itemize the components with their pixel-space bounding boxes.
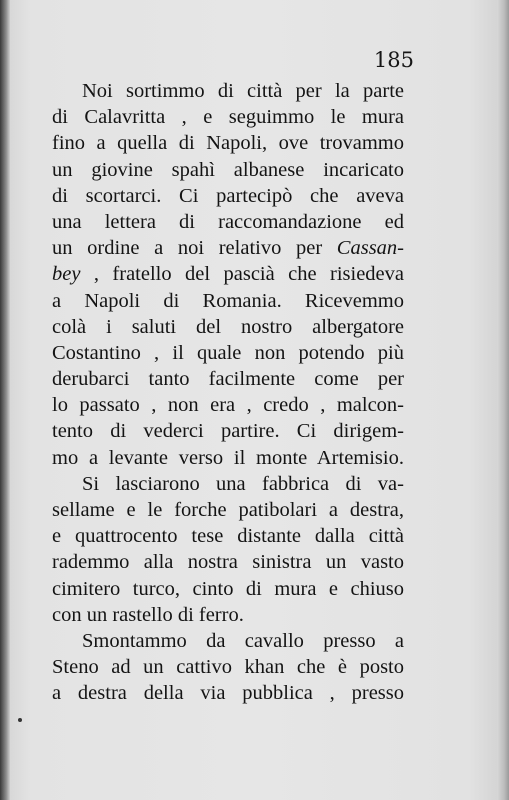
text-line: di Calavritta , e seguimmo le mura — [52, 106, 404, 129]
text-fragment: , fratello del pascià che risiedeva — [93, 263, 404, 286]
page-binding-shadow — [0, 0, 10, 800]
text-line: e quattrocento tese distante dalla città — [52, 525, 404, 548]
text-line-mixed — [52, 235, 404, 261]
text-line: rademmo alla nostra sinistra un vasto — [52, 551, 404, 574]
text-line: Smontammo da cavallo presso a — [82, 629, 404, 652]
text-line: Si lasciarono una fabbrica di va- — [82, 472, 404, 495]
italic-name: Cassan- — [336, 237, 405, 260]
text-line: derubarci tanto facilmente come per — [52, 368, 404, 391]
page-edge-shadow — [497, 0, 509, 800]
text-line: Noi sortimmo di città per la parte — [82, 80, 404, 102]
text-line: fino a quella di Napoli, ove trovammo — [52, 132, 404, 155]
text-line: Costantino , il quale non potendo più — [52, 341, 404, 364]
text-line: a Napoli di Romania. Ricevemmo — [52, 289, 404, 312]
italic-name: bey — [52, 263, 81, 286]
text-line: Steno ad un cattivo khan che è posto — [52, 656, 404, 679]
text-line: lo passato , non era , credo , malcon- — [52, 394, 404, 417]
text-line: una lettera di raccomandazione ed — [52, 210, 404, 233]
text-line: cimitero turco, cinto di mura e chiuso — [52, 577, 404, 600]
text-line: colà i saluti del nostro albergatore — [52, 315, 404, 338]
text-line: tento di vederci partire. Ci dirigem- — [52, 420, 404, 443]
text-line: di scortarci. Ci partecipò che aveva — [52, 184, 404, 207]
ink-speck — [18, 718, 22, 722]
text-line: sellame e le forche patibolari a destra, — [52, 499, 404, 521]
body-text — [52, 78, 404, 707]
text-fragment: un ordine a noi relativo per — [52, 237, 323, 260]
text-line: a destra della via pubblica , presso — [52, 682, 404, 705]
text-line: mo a levante verso il monte Artemisio. — [52, 446, 404, 469]
text-line: un giovine spahì albanese incaricato — [52, 158, 404, 181]
text-line: con un rastello di ferro. — [52, 603, 244, 626]
page-number: 185 — [373, 48, 414, 72]
text-line-mixed — [52, 261, 404, 287]
